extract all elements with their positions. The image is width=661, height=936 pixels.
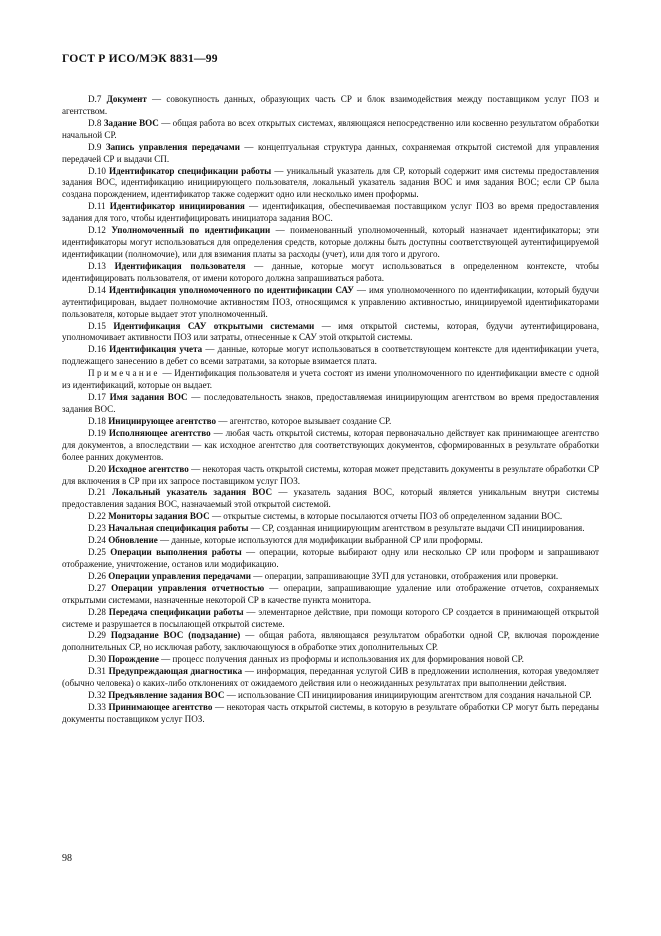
entry-term: Операции управления передачами bbox=[108, 570, 252, 581]
entry-number: D.29 bbox=[88, 630, 106, 641]
entry-term: Локальный указатель задания ВОС bbox=[112, 487, 273, 498]
entry-definition: — имя открытой системы, которая, будучи аутентифицирована, уполномочивает активности ПОЗ или затраты, отнесенные к САУ этой открытой системы. bbox=[62, 320, 600, 343]
entry-definition: — концептуальная структура данных, сохраняемая открытой системой для управления передачей СР и выдачи СП. bbox=[62, 141, 599, 164]
entry-number: D.15 bbox=[88, 320, 106, 331]
entry-term: Операции управления отчетностью bbox=[111, 582, 265, 593]
definition-entry bbox=[62, 94, 599, 118]
entry-number: D.28 bbox=[88, 606, 106, 617]
note-paragraph bbox=[62, 368, 599, 392]
page-number: 98 bbox=[62, 853, 72, 864]
definition-entry bbox=[62, 630, 599, 654]
entry-term: Документ bbox=[106, 94, 147, 104]
entry-term: Порождение bbox=[108, 654, 159, 665]
entry-number: D.11 bbox=[88, 201, 106, 212]
entry-definition: — указатель задания ВОС, который является уникальным внутри системы предоставления задания ВОС, назначаемый этой открытой системой. bbox=[62, 487, 599, 510]
definition-entry bbox=[62, 607, 599, 631]
definition-entry bbox=[62, 392, 599, 416]
entry-number: D.17 bbox=[88, 392, 106, 403]
definition-entry bbox=[62, 666, 599, 690]
entry-term: Идентификация уполномоченного по идентификации САУ bbox=[108, 284, 354, 295]
entry-number: D.21 bbox=[88, 487, 106, 498]
entry-definition: — общая работа во всех открытых системах, являющаяся непосредственно или косвенно результатом обработки начальной СР. bbox=[62, 117, 599, 140]
entry-definition: — данные, которые могут использоваться в соответствующем контексте для идентификации учета, подлежащего занесению в дебет со всеми затратами, за которые взимается плата. bbox=[62, 344, 599, 367]
entry-definition: — имя уполномоченного по идентификации, который будучи аутентифицирован, выдает полномочие активностям ПОЗ, относящимся к управлению активностью, инициируемой идентификаторами пользователя, которые выдает этот уполномоченный. bbox=[62, 284, 599, 319]
entry-number: D.26 bbox=[88, 570, 106, 581]
entry-term: Предупреждающая диагностика bbox=[108, 666, 243, 677]
entry-definition: — некоторая часть открытой системы, в которую в результате обработки СР могут быть переданы документы поставщиком услуг ПОЗ. bbox=[62, 702, 599, 724]
definition-entry bbox=[62, 487, 599, 511]
entry-definition: — операции, которые выбирают одну или несколько СР или проформ и запрашивают отображение, уничтожение, останов или модификацию. bbox=[62, 547, 599, 569]
entry-number: D.10 bbox=[88, 165, 106, 176]
entry-term: Операции выполнения работы bbox=[110, 547, 242, 558]
entry-term: Мониторы задания ВОС bbox=[108, 511, 210, 522]
entry-term: Уполномоченный по идентификации bbox=[111, 225, 271, 236]
entry-definition: — уникальный указатель для СР, который содержит имя системы предоставления задания ВОС, идентификацию инициирующего пользователя, локальный указатель задания ВОС и имя задания ВОС; если СР была создана порождением, идентификатор также содержит одно или несколько имен проформы. bbox=[62, 165, 599, 200]
entry-number: D.27 bbox=[88, 582, 106, 593]
entry-number: D.25 bbox=[88, 547, 106, 558]
entry-definition: — данные, которые могут использоваться в определенном контексте, чтобы идентифицировать пользователя, от имени которого должна запрашиваться работа. bbox=[62, 260, 599, 283]
entry-number: D.33 bbox=[88, 702, 106, 713]
standard-header: ГОСТ Р ИСО/МЭК 8831—99 bbox=[62, 52, 218, 65]
entry-definition: — открытые системы, в которые посылаются отчеты ПОЗ об определенном задании ВОС. bbox=[209, 511, 563, 522]
definition-entry bbox=[62, 118, 599, 142]
entry-definition: — использование СП инициирования инициирующим агентством для создания начальной СР. bbox=[224, 690, 592, 701]
entry-number: D.9 bbox=[88, 141, 102, 152]
definition-entry bbox=[62, 321, 599, 345]
entry-term: Идентификатор спецификации работы bbox=[109, 165, 272, 176]
entry-term: Предъявление задания ВОС bbox=[108, 690, 225, 701]
entry-number: D.24 bbox=[88, 535, 106, 546]
definition-entry bbox=[62, 523, 599, 535]
definition-entry bbox=[62, 344, 599, 368]
entry-definition: — совокупность данных, образующих часть СР и блок взаимодействия между поставщиком услуг ПОЗ и агентством. bbox=[62, 94, 599, 116]
entry-number: D.19 bbox=[88, 427, 106, 438]
entry-definition: — операции, запрашивающие удаление или отображение отчетов, сохраняемых открытыми системами, назначенные некоторой СР в качестве пункта монитора. bbox=[62, 582, 599, 605]
entry-term: Передача спецификации работы bbox=[108, 606, 244, 617]
entry-definition: — агентство, которое вызывает создание СР. bbox=[216, 415, 392, 426]
definition-entry bbox=[62, 201, 599, 225]
entry-number: D.31 bbox=[88, 666, 106, 677]
entry-definition: — элементарное действие, при помощи которого СР создается в принимающей открытой системе и разрушается в посылающей открытой системе. bbox=[62, 606, 599, 629]
entry-term: Идентификация САУ открытыми системами bbox=[113, 320, 315, 331]
definition-entry bbox=[62, 654, 599, 666]
entry-term: Начальная спецификация работы bbox=[108, 523, 249, 534]
entry-term: Обновление bbox=[108, 535, 158, 546]
entry-term: Идентификатор инициирования bbox=[109, 201, 245, 212]
entry-term: Исходное агентство bbox=[108, 463, 189, 474]
entry-definition: — общая работа, являющаяся результатом обработки одной СР, включая порождение дополнительных СР, но исключая работу, заключающуюся в обработке этих дополнительных СР. bbox=[62, 630, 600, 653]
definition-entry bbox=[62, 535, 599, 547]
entry-number: D.20 bbox=[88, 463, 106, 474]
entry-term: Исполняющее агентство bbox=[108, 427, 211, 438]
entry-number: D.18 bbox=[88, 415, 106, 426]
definitions-body bbox=[62, 94, 599, 726]
entry-number: D.32 bbox=[88, 690, 106, 701]
entry-term: Запись управления передачами bbox=[105, 141, 240, 152]
definition-entry bbox=[62, 571, 599, 583]
entry-definition: — Идентификация пользователя и учета состоят из имени уполномоченного по идентификации вместе с одной из идентификаций, которые он выдает. bbox=[62, 368, 599, 391]
definition-entry bbox=[62, 261, 599, 285]
entry-number: D.13 bbox=[88, 260, 106, 271]
entry-term: Идентификация учета bbox=[109, 344, 203, 355]
definition-entry bbox=[62, 464, 599, 488]
entry-definition: — некоторая часть открытой системы, которая может представить документы в результате обработки СР для включения в СР при их запросе поставщиком услуг ПОЗ. bbox=[62, 463, 600, 486]
note-label: Примечание bbox=[88, 368, 160, 379]
definition-entry bbox=[62, 416, 599, 428]
entry-number: D.16 bbox=[88, 344, 106, 355]
entry-definition: — идентификация, обеспечиваемая поставщиком услуг ПОЗ во время предоставления задания для того, чтобы идентифицировать инициатора задания ВОС. bbox=[62, 201, 599, 224]
entry-definition: — последовательность знаков, предоставляемая инициирующим агентством во время предоставления задания ВОС. bbox=[62, 392, 599, 414]
entry-definition: — операции, запрашивающие ЗУП для установки, отображения или проверки. bbox=[251, 570, 559, 581]
definition-entry bbox=[62, 225, 599, 261]
entry-term: Идентификация пользователя bbox=[114, 260, 246, 271]
definition-entry bbox=[62, 285, 599, 321]
entry-definition: — поименованный уполномоченный, который назначает идентификаторы; эти идентификаторы могут использоваться для определения средств, которые должны быть доступны соответствующей аутентифицируемой идентификации (полномочие), или для взимания платы за расходы (учет), или для того и другого. bbox=[62, 225, 599, 259]
entry-definition: — СР, созданная инициирующим агентством в результате выдачи СП инициирования. bbox=[248, 523, 585, 534]
definition-entry bbox=[62, 428, 599, 464]
entry-number: D.22 bbox=[88, 511, 106, 522]
entry-term: Подзадание ВОС (подзадание) bbox=[110, 630, 241, 641]
entry-term: Инициирующее агентство bbox=[108, 415, 217, 426]
entry-number: D.8 bbox=[88, 117, 102, 128]
definition-entry bbox=[62, 511, 599, 523]
entry-definition: — процесс получения данных из проформы и использования их для формирования новой СР. bbox=[158, 654, 524, 665]
entry-term: Принимающее агентство bbox=[108, 702, 213, 713]
entry-number: D.14 bbox=[88, 284, 106, 295]
entry-number: D.7 bbox=[88, 94, 102, 104]
entry-number: D.23 bbox=[88, 523, 106, 534]
entry-number: D.12 bbox=[88, 225, 106, 236]
definition-entry bbox=[62, 690, 599, 702]
definition-entry bbox=[62, 583, 599, 607]
definition-entry bbox=[62, 547, 599, 571]
definition-entry bbox=[62, 166, 599, 202]
entry-term: Имя задания ВОС bbox=[109, 392, 188, 403]
entry-definition: — данные, которые используются для модификации выбранной СР или проформы. bbox=[157, 535, 483, 546]
entry-term: Задание ВОС bbox=[103, 117, 159, 128]
entry-definition: — любая часть открытой системы, которая первоначально действует как принимающее агентство для документов, а впоследствии — как исходное агентство для соответствующих документов, сформированных в результате обработки более ранних документов. bbox=[62, 427, 599, 462]
definition-entry bbox=[62, 702, 599, 726]
entry-number: D.30 bbox=[88, 654, 106, 665]
entry-definition: — информация, переданная услугой СИВ в предложении исполнения, которая уведомляет (обычно человека) о каких-либо отклонениях от ожидаемого действия или о неожиданных результатах при выполнении действия. bbox=[62, 666, 599, 689]
definition-entry bbox=[62, 142, 599, 166]
